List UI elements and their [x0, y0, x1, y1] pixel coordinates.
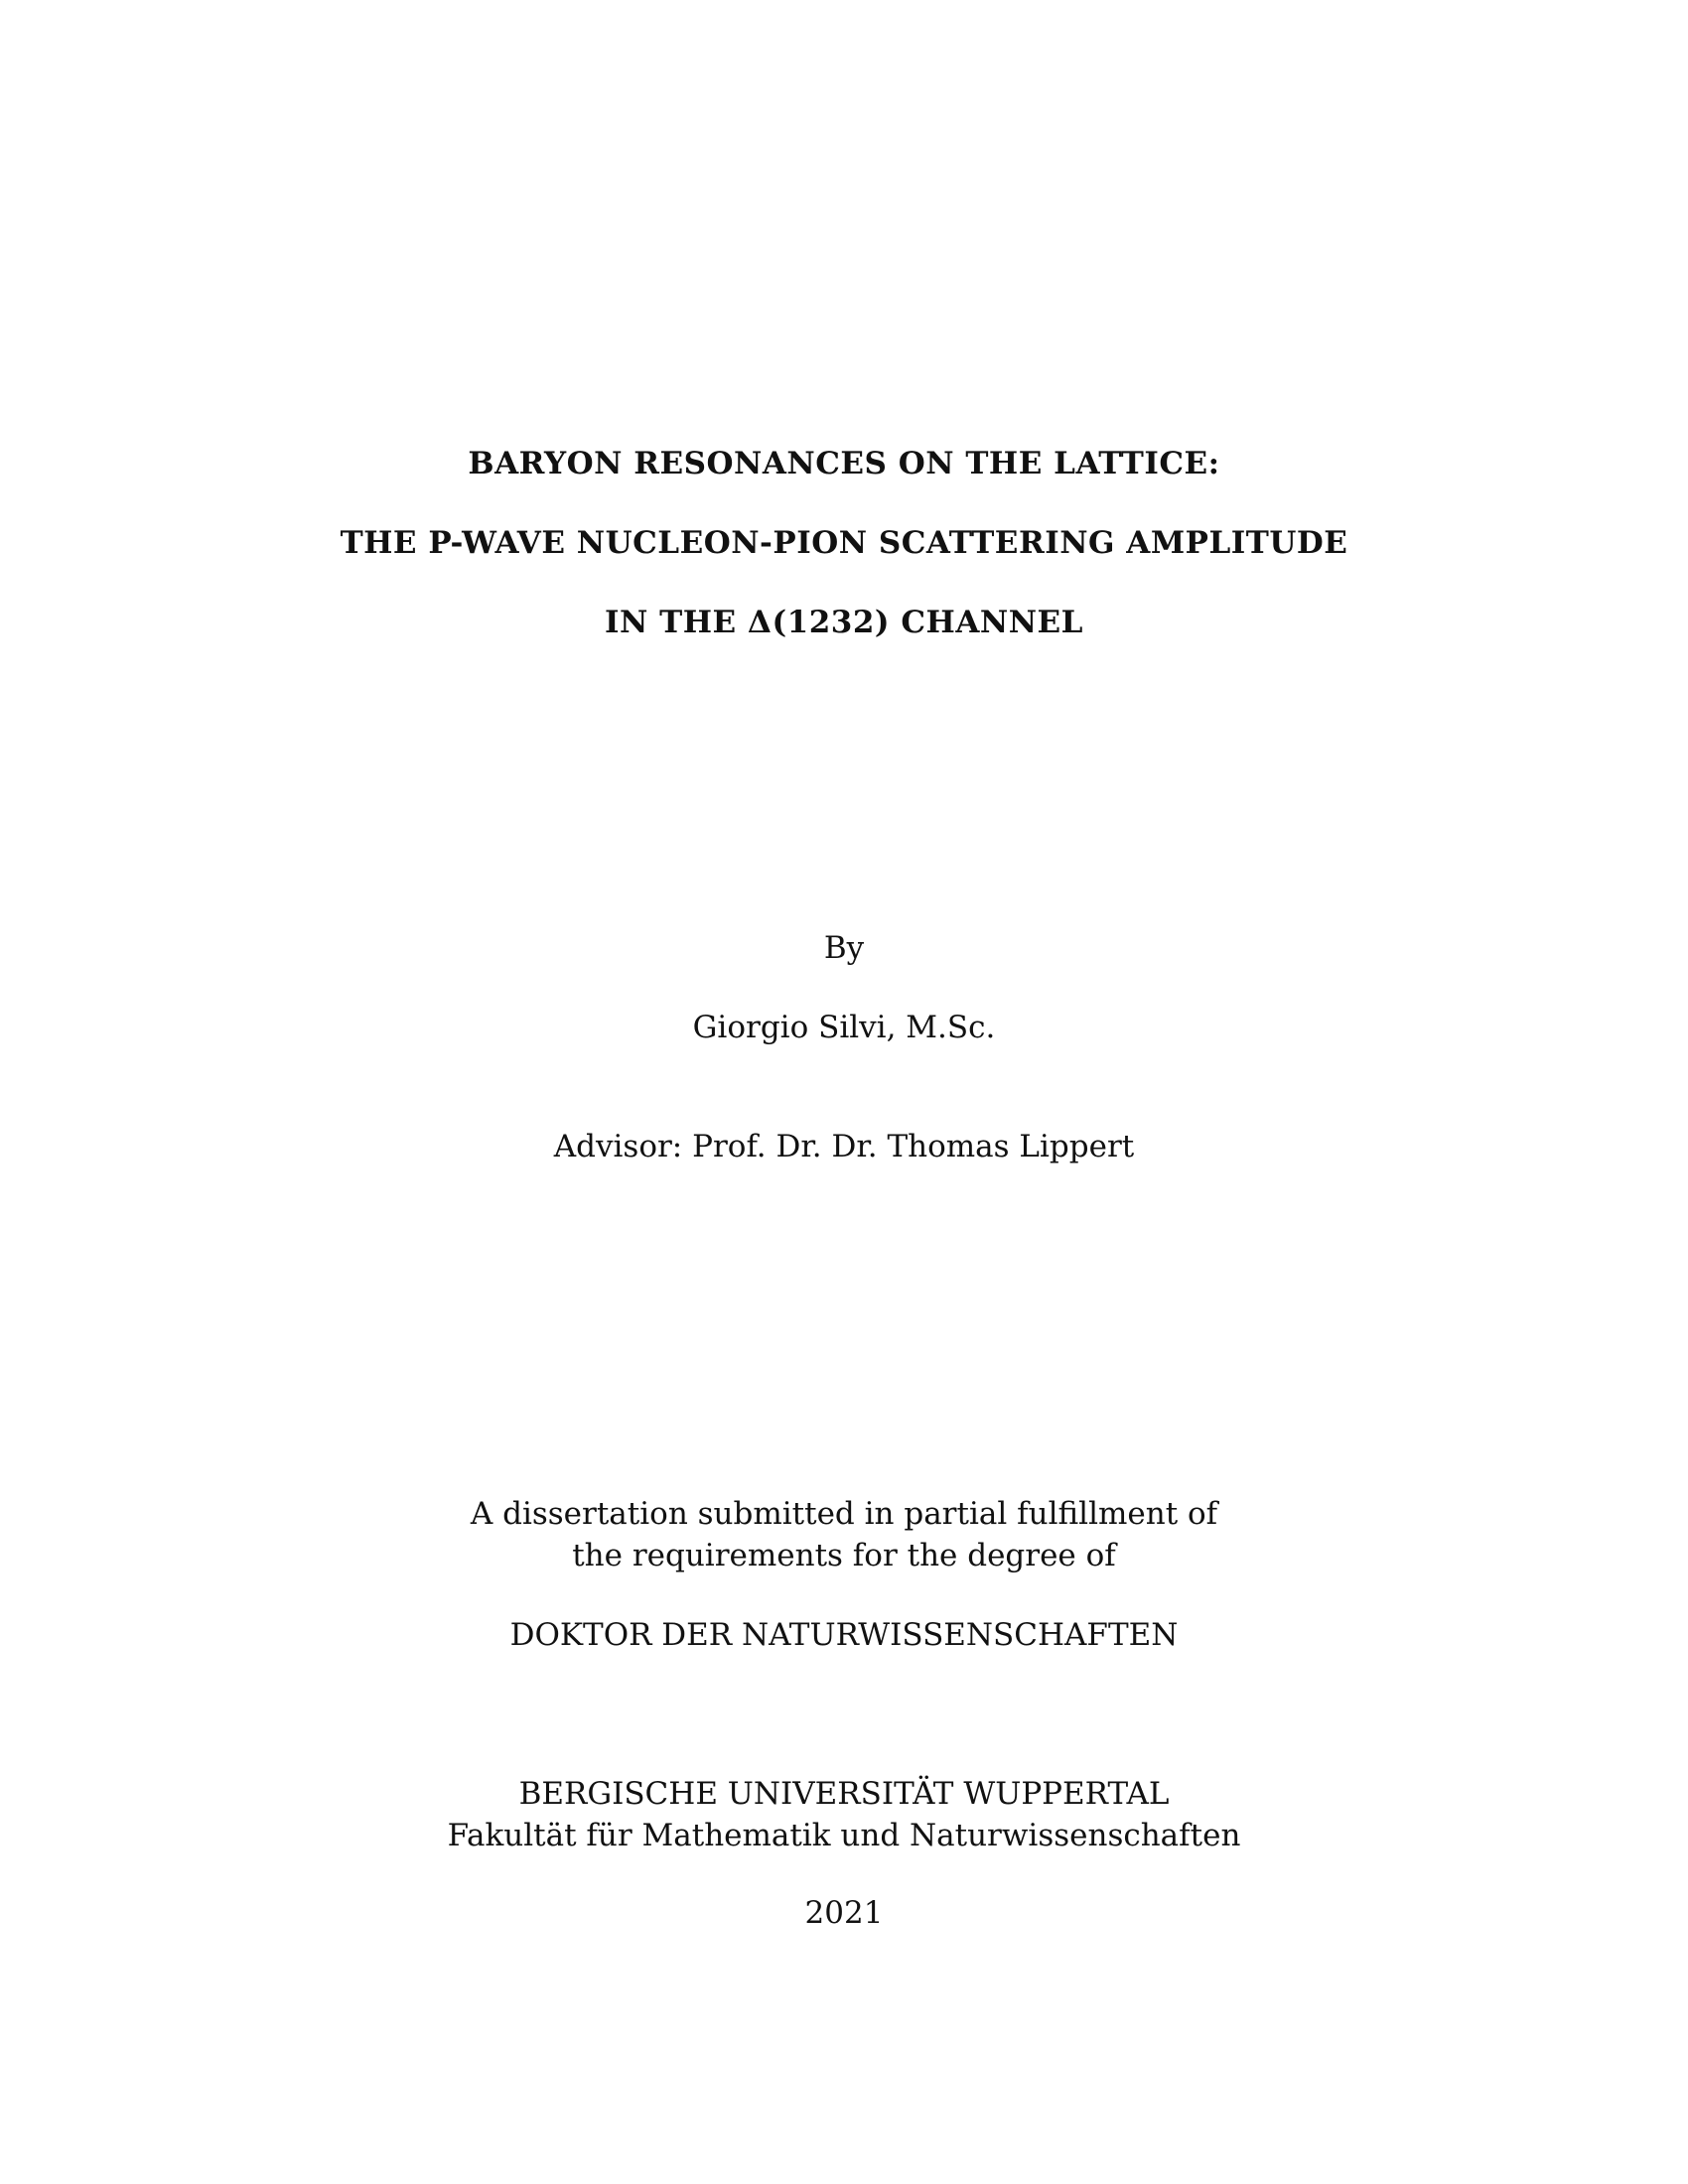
author-name: Giorgio Silvi, M.Sc.: [692, 1010, 996, 1045]
by-label: By: [823, 930, 865, 966]
thesis-title-line-1: BARYON RESONANCES ON THE LATTICE:: [468, 446, 1220, 481]
submission-line-1: A dissertation submitted in partial fulfillment of: [470, 1496, 1218, 1532]
submission-line-2: the requirements for the degree of: [572, 1538, 1116, 1573]
degree-name: DOKTOR DER NATURWISSENSCHAFTEN: [509, 1617, 1179, 1653]
year: 2021: [804, 1895, 884, 1931]
advisor-line: Advisor: Prof. Dr. Dr. Thomas Lippert: [553, 1129, 1135, 1164]
university-name: BERGISCHE UNIVERSITÄT WUPPERTAL: [518, 1776, 1170, 1812]
thesis-title-line-2: THE P-WAVE NUCLEON-PION SCATTERING AMPLITUDE: [340, 525, 1348, 561]
thesis-title-line-3: IN THE Δ(1232) CHANNEL: [605, 605, 1083, 640]
faculty-name: Fakultät für Mathematik und Naturwissenschaften: [447, 1818, 1241, 1853]
